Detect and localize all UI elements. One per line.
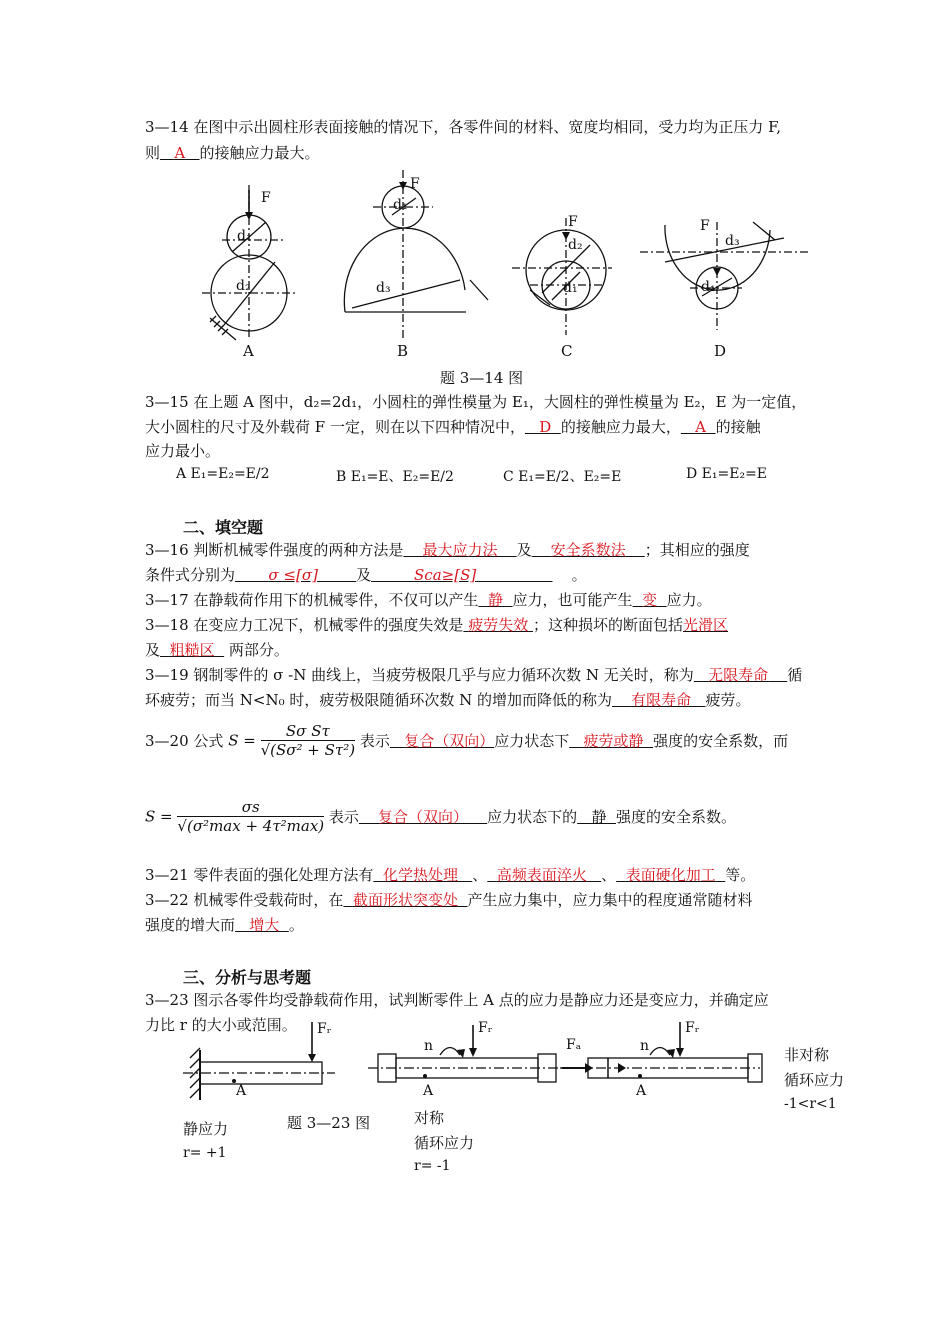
fig-c-force-label: F [568, 214, 578, 230]
q15-answer-max: D [539, 418, 552, 436]
fig-label-a: A [243, 342, 254, 360]
q23-answer-3-type-a: 非对称 [784, 1046, 830, 1064]
q20-formula-2: $\frac{\sigma s}{\text{√(σ²max + 4τ²max)}}$ [177, 798, 325, 835]
q23-answer-2-ratio: r= -1 [414, 1158, 451, 1174]
q15-option-c: C E₁=E/2、E₂=E [503, 469, 622, 485]
q16-line1: 3—16 判断机械零件强度的两种方法是 最大应力法 及 安全系数法 ；其相应的强度 [145, 541, 750, 559]
section-fill-in-heading: 二、填空题 [183, 518, 264, 537]
q14-figure [0, 0, 950, 400]
q15-line3: 应力最小。 [145, 442, 221, 460]
q21-answer-1: 化学热处理 [382, 866, 458, 884]
fig-b-d3-label: d₃ [376, 280, 391, 296]
q15-answer-min: A [695, 418, 707, 436]
q14-fig-caption: 题 3—14 图 [440, 369, 524, 387]
fig-c-d1-label: d₁ [563, 280, 578, 296]
q18-line2: 及 粗糙区 两部分。 [145, 641, 289, 659]
q15-line2: 大小圆柱的尺寸及外载荷 F 一定，则在以下四种情况中， D 的接触应力最大， A 的接触 [145, 418, 761, 436]
q15-option-a: A E₁=E₂=E/2 [176, 466, 270, 482]
fig-label-c: C [561, 342, 573, 360]
fig-c-d2-label: d₂ [568, 237, 583, 253]
q19-answer-2: 有限寿命 [631, 691, 692, 709]
q22-line1: 3—22 机械零件受载荷时，在 截面形状突变处 产生应力集中，应力集中的程度通常随材料 [145, 891, 753, 909]
q23-fig3-force-label: Fᵣ [685, 1020, 700, 1036]
q22-answer-2: 增大 [249, 916, 280, 934]
q20-answer-1: 复合（双向） [404, 732, 495, 750]
q23-answer-1-ratio: r= +1 [183, 1145, 227, 1161]
q20-formula-1: $\frac{\text{Sσ Sτ}}{\text{√(Sσ² + Sτ²)}}$ [260, 722, 356, 759]
q23-fig-caption: 题 3—23 图 [287, 1114, 371, 1132]
q19-line2: 环疲劳；而当 N<N₀ 时，疲劳极限随循环次数 N 的增加而降低的称为 有限寿命 疲劳。 [145, 691, 751, 709]
q23-answer-2-type-b: 循环应力 [414, 1134, 475, 1152]
q23-fig3-point-label: A [636, 1083, 647, 1099]
q17-answer-2: 变 [642, 591, 658, 609]
q22-answer-1: 截面形状突变处 [352, 891, 458, 909]
q23-fig1-force-label: Fᵣ [317, 1021, 332, 1037]
q17-line: 3—17 在静载荷作用下的机械零件，不仅可以产生 静 应力，也可能产生 变 应力。 [145, 591, 712, 609]
q23-fig2-speed-label: n [424, 1038, 434, 1054]
q18-answer-2: 光滑区 [683, 616, 729, 634]
fig-b-force-label: F [410, 176, 420, 192]
fig-d-d1-label: d₁ [701, 279, 716, 295]
q21-answer-2: 高频表面淬火 [496, 866, 587, 884]
q23-fig2-force-label: Fᵣ [478, 1020, 493, 1036]
q21-line: 3—21 零件表面的强化处理方法有 化学热处理 、 高频表面淬火 、 表面硬化加工 等。 [145, 866, 756, 884]
q23-line1: 3—23 图示各零件均受静载荷作用，试判断零件上 A 点的应力是静应力还是变应力，并确定应 [145, 991, 769, 1009]
q21-answer-3: 表面硬化加工 [625, 866, 716, 884]
fig-label-d: D [714, 342, 727, 360]
q23-fig2-point-label: A [423, 1083, 434, 1099]
fig-d-force-label: F [700, 218, 710, 234]
q15-option-b: B E₁=E、E₂=E/2 [336, 469, 454, 485]
fig-a-force-label: F [261, 190, 271, 206]
q16-answer-1: 最大应力法 [422, 541, 498, 559]
q23-line2: 力比 r 的大小或范围。 [145, 1016, 297, 1034]
q23-answer-3-ratio: -1<r<1 [784, 1096, 837, 1112]
section-analysis-heading: 三、分析与思考题 [183, 968, 312, 987]
q14-line2: 则 A 的接触应力最大。 [145, 144, 320, 162]
q20-answer-4: 静 [591, 808, 607, 826]
fig-b-d1-label: d₁ [393, 197, 408, 213]
q20-answer-3: 复合（双向） [378, 808, 469, 826]
q20-line2: S = $\frac{\sigma s}{\text{√(σ²max + 4τ²max)}}$ 表示 复合（双向） 应力状态下的 静 强度的安全系数。 [145, 798, 737, 835]
q16-answer-4: Sca≥[S] [414, 566, 477, 584]
fig-a-d2-label: d₂ [236, 278, 251, 294]
q23-fig3-axial-force-label: Fₐ [566, 1037, 582, 1053]
q20-answer-2: 疲劳或静 [583, 732, 644, 750]
q23-answer-3-type-b: 循环应力 [784, 1071, 845, 1089]
q23-fig1-point-label: A [236, 1083, 247, 1099]
fig-a-d1-label: d₁ [237, 228, 252, 244]
q16-line2: 条件式分别为 σ ≤[σ] 及 Sca≥[S] 。 [145, 566, 587, 584]
fig-d-d3-label: d₃ [725, 233, 740, 249]
q15-option-d: D E₁=E₂=E [686, 466, 768, 482]
q16-answer-3: σ ≤[σ] [268, 566, 318, 584]
q18-answer-3: 粗糙区 [169, 641, 215, 659]
q23-answer-1-type: 静应力 [183, 1120, 229, 1138]
q16-answer-2: 安全系数法 [550, 541, 626, 559]
q17-answer-1: 静 [487, 591, 503, 609]
q18-line1: 3—18 在变应力工况下，机械零件的强度失效是 疲劳失效 ；这种损坏的断面包括光滑区 [145, 616, 729, 634]
q15-line1: 3—15 在上题 A 图中，d₂=2d₁，小圆柱的弹性模量为 E₁，大圆柱的弹性模量为 E₂，E 为一定值， [145, 393, 807, 411]
q23-fig3-speed-label: n [640, 1038, 650, 1054]
q14-line1: 3—14 在图中示出圆柱形表面接触的情况下，各零件间的材料、宽度均相同，受力均为正压力 F, [145, 118, 782, 136]
q20-line1: 3—20 公式 S = $\frac{\text{Sσ Sτ}}{\text{√(Sσ² + Sτ²)}}$ 表示 复合（双向）应力状态下 疲劳或静 强度的安全系数，而 [145, 722, 789, 759]
q23-answer-2-type-a: 对称 [414, 1109, 445, 1127]
q19-answer-1: 无限寿命 [708, 666, 769, 684]
fig-label-b: B [397, 342, 409, 360]
q18-answer-1: 疲劳失效 [468, 616, 529, 634]
q14-answer: A [174, 144, 186, 162]
q19-line1: 3—19 钢制零件的 σ -N 曲线上，当疲劳极限几乎与应力循环次数 N 无关时，称为 无限寿命 循 [145, 666, 803, 684]
q22-line2: 强度的增大而 增大 。 [145, 916, 304, 934]
